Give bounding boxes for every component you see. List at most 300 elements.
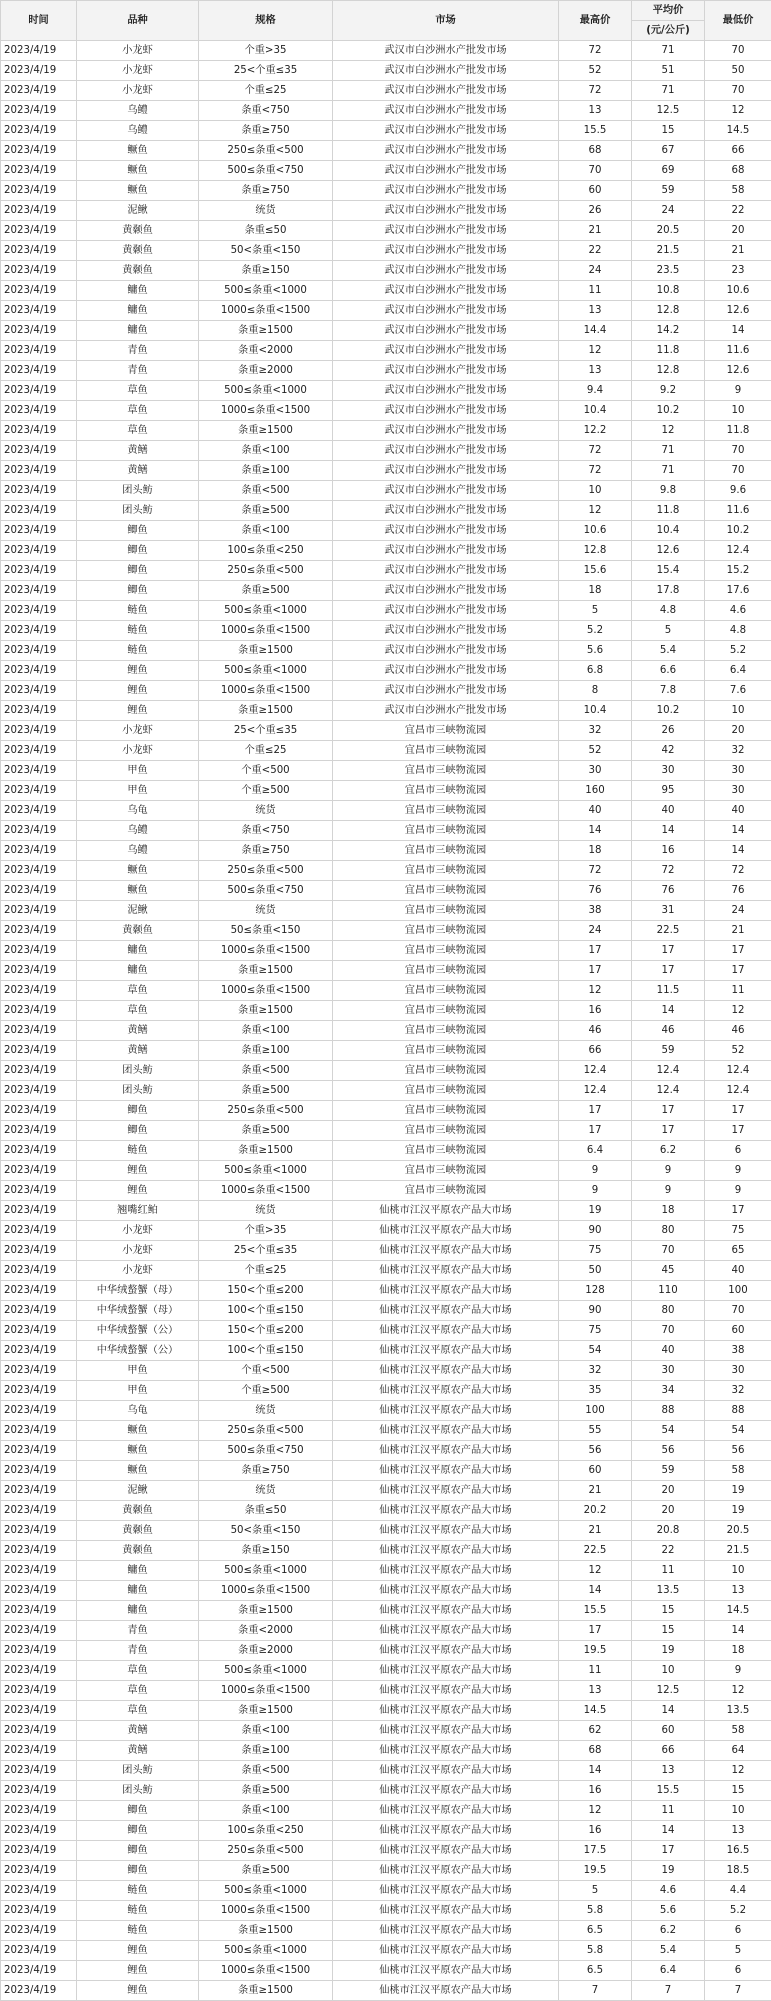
cell-min-price: 54 bbox=[705, 1421, 771, 1441]
cell-variety: 黄鳝 bbox=[77, 1721, 199, 1741]
cell-spec: 1000≤条重<1500 bbox=[199, 301, 333, 321]
cell-date: 2023/4/19 bbox=[1, 361, 77, 381]
cell-max-price: 50 bbox=[559, 1261, 632, 1281]
cell-min-price: 40 bbox=[705, 1261, 771, 1281]
cell-min-price: 52 bbox=[705, 1041, 771, 1061]
cell-spec: 条重≥500 bbox=[199, 1121, 333, 1141]
cell-date: 2023/4/19 bbox=[1, 1101, 77, 1121]
cell-avg-price: 11 bbox=[632, 1801, 705, 1821]
cell-max-price: 10 bbox=[559, 481, 632, 501]
cell-avg-price: 12.8 bbox=[632, 361, 705, 381]
cell-date: 2023/4/19 bbox=[1, 401, 77, 421]
cell-date: 2023/4/19 bbox=[1, 1641, 77, 1661]
table-row bbox=[1, 1981, 771, 2001]
cell-spec: 条重≥500 bbox=[199, 1081, 333, 1101]
cell-max-price: 5.6 bbox=[559, 641, 632, 661]
cell-min-price: 30 bbox=[705, 761, 771, 781]
cell-avg-price: 5.4 bbox=[632, 641, 705, 661]
table-row bbox=[1, 1921, 771, 1941]
cell-min-price: 46 bbox=[705, 1021, 771, 1041]
cell-avg-price: 22.5 bbox=[632, 921, 705, 941]
cell-avg-price: 45 bbox=[632, 1261, 705, 1281]
cell-max-price: 52 bbox=[559, 61, 632, 81]
table-row bbox=[1, 601, 771, 621]
cell-variety: 鲤鱼 bbox=[77, 1941, 199, 1961]
cell-max-price: 5 bbox=[559, 1881, 632, 1901]
cell-avg-price: 9 bbox=[632, 1161, 705, 1181]
cell-market: 仙桃市江汉平原农产品大市场 bbox=[333, 1461, 559, 1481]
cell-max-price: 55 bbox=[559, 1421, 632, 1441]
cell-max-price: 10.4 bbox=[559, 401, 632, 421]
cell-variety: 草鱼 bbox=[77, 421, 199, 441]
cell-spec: 条重<100 bbox=[199, 1021, 333, 1041]
cell-min-price: 11.6 bbox=[705, 501, 771, 521]
cell-max-price: 90 bbox=[559, 1301, 632, 1321]
cell-market: 武汉市白沙洲水产批发市场 bbox=[333, 241, 559, 261]
cell-min-price: 14.5 bbox=[705, 121, 771, 141]
cell-avg-price: 40 bbox=[632, 1341, 705, 1361]
cell-variety: 鳜鱼 bbox=[77, 161, 199, 181]
cell-date: 2023/4/19 bbox=[1, 121, 77, 141]
table-row bbox=[1, 41, 771, 61]
cell-market: 武汉市白沙洲水产批发市场 bbox=[333, 101, 559, 121]
cell-market: 宜昌市三峡物流园 bbox=[333, 1021, 559, 1041]
cell-spec: 条重<750 bbox=[199, 821, 333, 841]
cell-spec: 条重≥100 bbox=[199, 1741, 333, 1761]
cell-variety: 鳙鱼 bbox=[77, 281, 199, 301]
cell-market: 武汉市白沙洲水产批发市场 bbox=[333, 541, 559, 561]
cell-market: 仙桃市江汉平原农产品大市场 bbox=[333, 1921, 559, 1941]
cell-min-price: 7.6 bbox=[705, 681, 771, 701]
cell-spec: 条重<500 bbox=[199, 1761, 333, 1781]
cell-avg-price: 20 bbox=[632, 1501, 705, 1521]
cell-min-price: 72 bbox=[705, 861, 771, 881]
cell-variety: 鲫鱼 bbox=[77, 581, 199, 601]
cell-max-price: 10.6 bbox=[559, 521, 632, 541]
cell-avg-price: 72 bbox=[632, 861, 705, 881]
cell-avg-price: 30 bbox=[632, 1361, 705, 1381]
cell-spec: 250≤条重<500 bbox=[199, 1101, 333, 1121]
cell-market: 宜昌市三峡物流园 bbox=[333, 841, 559, 861]
cell-max-price: 9 bbox=[559, 1161, 632, 1181]
cell-max-price: 12 bbox=[559, 341, 632, 361]
cell-avg-price: 5 bbox=[632, 621, 705, 641]
cell-max-price: 14 bbox=[559, 1581, 632, 1601]
cell-date: 2023/4/19 bbox=[1, 321, 77, 341]
table-row bbox=[1, 1521, 771, 1541]
cell-spec: 500≤条重<750 bbox=[199, 1441, 333, 1461]
cell-avg-price: 14 bbox=[632, 1701, 705, 1721]
table-row bbox=[1, 701, 771, 721]
cell-avg-price: 9.2 bbox=[632, 381, 705, 401]
cell-date: 2023/4/19 bbox=[1, 261, 77, 281]
cell-spec: 1000≤条重<1500 bbox=[199, 1681, 333, 1701]
cell-date: 2023/4/19 bbox=[1, 961, 77, 981]
cell-variety: 团头鲂 bbox=[77, 1081, 199, 1101]
cell-date: 2023/4/19 bbox=[1, 1721, 77, 1741]
cell-max-price: 72 bbox=[559, 441, 632, 461]
cell-variety: 鲤鱼 bbox=[77, 701, 199, 721]
cell-max-price: 11 bbox=[559, 1661, 632, 1681]
table-row bbox=[1, 981, 771, 1001]
cell-market: 武汉市白沙洲水产批发市场 bbox=[333, 341, 559, 361]
cell-date: 2023/4/19 bbox=[1, 1621, 77, 1641]
cell-spec: 条重≥100 bbox=[199, 1041, 333, 1061]
cell-min-price: 4.8 bbox=[705, 621, 771, 641]
cell-date: 2023/4/19 bbox=[1, 1381, 77, 1401]
cell-spec: 1000≤条重<1500 bbox=[199, 1181, 333, 1201]
cell-spec: 条重<100 bbox=[199, 1801, 333, 1821]
cell-variety: 黄颡鱼 bbox=[77, 1521, 199, 1541]
cell-spec: 条重≥500 bbox=[199, 581, 333, 601]
cell-spec: 25<个重≤35 bbox=[199, 721, 333, 741]
cell-date: 2023/4/19 bbox=[1, 1821, 77, 1841]
cell-spec: 条重≥500 bbox=[199, 501, 333, 521]
cell-date: 2023/4/19 bbox=[1, 1261, 77, 1281]
cell-max-price: 22.5 bbox=[559, 1541, 632, 1561]
cell-variety: 鲫鱼 bbox=[77, 521, 199, 541]
cell-variety: 鳜鱼 bbox=[77, 861, 199, 881]
cell-variety: 鲢鱼 bbox=[77, 1901, 199, 1921]
cell-min-price: 13 bbox=[705, 1821, 771, 1841]
header-spec: 规格 bbox=[199, 1, 333, 41]
cell-spec: 500≤条重<750 bbox=[199, 881, 333, 901]
table-row bbox=[1, 381, 771, 401]
cell-market: 宜昌市三峡物流园 bbox=[333, 741, 559, 761]
cell-market: 武汉市白沙洲水产批发市场 bbox=[333, 481, 559, 501]
cell-max-price: 62 bbox=[559, 1721, 632, 1741]
cell-max-price: 46 bbox=[559, 1021, 632, 1041]
cell-min-price: 12.4 bbox=[705, 541, 771, 561]
cell-max-price: 12 bbox=[559, 1561, 632, 1581]
table-row bbox=[1, 1681, 771, 1701]
cell-min-price: 14 bbox=[705, 321, 771, 341]
cell-variety: 鲤鱼 bbox=[77, 1181, 199, 1201]
table-row bbox=[1, 781, 771, 801]
cell-date: 2023/4/19 bbox=[1, 741, 77, 761]
cell-market: 宜昌市三峡物流园 bbox=[333, 921, 559, 941]
cell-max-price: 21 bbox=[559, 1521, 632, 1541]
cell-min-price: 5.2 bbox=[705, 1901, 771, 1921]
cell-market: 武汉市白沙洲水产批发市场 bbox=[333, 601, 559, 621]
cell-market: 宜昌市三峡物流园 bbox=[333, 1001, 559, 1021]
cell-spec: 500≤条重<1000 bbox=[199, 1941, 333, 1961]
cell-avg-price: 16 bbox=[632, 841, 705, 861]
cell-spec: 1000≤条重<1500 bbox=[199, 1961, 333, 1981]
cell-variety: 鳜鱼 bbox=[77, 1421, 199, 1441]
cell-spec: 250≤条重<500 bbox=[199, 1421, 333, 1441]
cell-date: 2023/4/19 bbox=[1, 1341, 77, 1361]
cell-market: 武汉市白沙洲水产批发市场 bbox=[333, 281, 559, 301]
cell-date: 2023/4/19 bbox=[1, 1081, 77, 1101]
cell-market: 武汉市白沙洲水产批发市场 bbox=[333, 421, 559, 441]
cell-avg-price: 23.5 bbox=[632, 261, 705, 281]
header-unit: (元/公斤) bbox=[632, 21, 705, 41]
cell-variety: 鳜鱼 bbox=[77, 141, 199, 161]
cell-spec: 250≤条重<500 bbox=[199, 1841, 333, 1861]
cell-avg-price: 71 bbox=[632, 41, 705, 61]
table-row bbox=[1, 921, 771, 941]
cell-min-price: 40 bbox=[705, 801, 771, 821]
table-row bbox=[1, 461, 771, 481]
cell-date: 2023/4/19 bbox=[1, 1181, 77, 1201]
table-row bbox=[1, 521, 771, 541]
cell-date: 2023/4/19 bbox=[1, 1981, 77, 2001]
cell-market: 武汉市白沙洲水产批发市场 bbox=[333, 121, 559, 141]
cell-date: 2023/4/19 bbox=[1, 1441, 77, 1461]
cell-market: 仙桃市江汉平原农产品大市场 bbox=[333, 1481, 559, 1501]
cell-variety: 鳜鱼 bbox=[77, 881, 199, 901]
cell-market: 仙桃市江汉平原农产品大市场 bbox=[333, 1381, 559, 1401]
cell-market: 仙桃市江汉平原农产品大市场 bbox=[333, 1261, 559, 1281]
cell-variety: 鲤鱼 bbox=[77, 1981, 199, 2001]
cell-date: 2023/4/19 bbox=[1, 461, 77, 481]
cell-min-price: 6 bbox=[705, 1921, 771, 1941]
cell-min-price: 9 bbox=[705, 1161, 771, 1181]
header-avg-price: 平均价 bbox=[632, 1, 705, 21]
cell-spec: 个重<500 bbox=[199, 761, 333, 781]
cell-spec: 个重<500 bbox=[199, 1361, 333, 1381]
table-row bbox=[1, 901, 771, 921]
cell-market: 宜昌市三峡物流园 bbox=[333, 1161, 559, 1181]
cell-max-price: 75 bbox=[559, 1321, 632, 1341]
cell-market: 武汉市白沙洲水产批发市场 bbox=[333, 621, 559, 641]
cell-spec: 条重<2000 bbox=[199, 341, 333, 361]
table-row bbox=[1, 1761, 771, 1781]
cell-date: 2023/4/19 bbox=[1, 561, 77, 581]
table-row bbox=[1, 621, 771, 641]
cell-spec: 条重≥1500 bbox=[199, 961, 333, 981]
cell-variety: 青鱼 bbox=[77, 1641, 199, 1661]
cell-avg-price: 15 bbox=[632, 1621, 705, 1641]
cell-market: 武汉市白沙洲水产批发市场 bbox=[333, 261, 559, 281]
table-row bbox=[1, 1621, 771, 1641]
table-row bbox=[1, 861, 771, 881]
cell-avg-price: 6.6 bbox=[632, 661, 705, 681]
cell-max-price: 52 bbox=[559, 741, 632, 761]
cell-avg-price: 59 bbox=[632, 1461, 705, 1481]
cell-min-price: 20 bbox=[705, 721, 771, 741]
cell-max-price: 5.8 bbox=[559, 1941, 632, 1961]
cell-avg-price: 71 bbox=[632, 81, 705, 101]
cell-min-price: 22 bbox=[705, 201, 771, 221]
cell-max-price: 12.4 bbox=[559, 1081, 632, 1101]
cell-variety: 泥鳅 bbox=[77, 1481, 199, 1501]
cell-variety: 鲤鱼 bbox=[77, 1961, 199, 1981]
table-row bbox=[1, 961, 771, 981]
cell-min-price: 58 bbox=[705, 1461, 771, 1481]
cell-max-price: 18 bbox=[559, 581, 632, 601]
cell-variety: 鳜鱼 bbox=[77, 181, 199, 201]
cell-spec: 100≤条重<250 bbox=[199, 541, 333, 561]
cell-date: 2023/4/19 bbox=[1, 1221, 77, 1241]
cell-market: 武汉市白沙洲水产批发市场 bbox=[333, 501, 559, 521]
cell-min-price: 10.6 bbox=[705, 281, 771, 301]
cell-date: 2023/4/19 bbox=[1, 1601, 77, 1621]
cell-min-price: 18.5 bbox=[705, 1861, 771, 1881]
cell-spec: 500≤条重<1000 bbox=[199, 661, 333, 681]
cell-date: 2023/4/19 bbox=[1, 1241, 77, 1261]
table-row bbox=[1, 1041, 771, 1061]
cell-min-price: 17 bbox=[705, 1101, 771, 1121]
table-row bbox=[1, 661, 771, 681]
cell-min-price: 70 bbox=[705, 1301, 771, 1321]
cell-avg-price: 21.5 bbox=[632, 241, 705, 261]
cell-variety: 乌龟 bbox=[77, 801, 199, 821]
cell-date: 2023/4/19 bbox=[1, 1321, 77, 1341]
cell-market: 仙桃市江汉平原农产品大市场 bbox=[333, 1761, 559, 1781]
cell-variety: 小龙虾 bbox=[77, 1221, 199, 1241]
cell-variety: 黄鳝 bbox=[77, 461, 199, 481]
cell-min-price: 11 bbox=[705, 981, 771, 1001]
cell-market: 宜昌市三峡物流园 bbox=[333, 1081, 559, 1101]
cell-date: 2023/4/19 bbox=[1, 341, 77, 361]
cell-max-price: 24 bbox=[559, 261, 632, 281]
cell-max-price: 13 bbox=[559, 1681, 632, 1701]
table-row bbox=[1, 1101, 771, 1121]
cell-max-price: 72 bbox=[559, 861, 632, 881]
cell-variety: 泥鳅 bbox=[77, 201, 199, 221]
cell-max-price: 5 bbox=[559, 601, 632, 621]
table-row bbox=[1, 1161, 771, 1181]
cell-min-price: 6.4 bbox=[705, 661, 771, 681]
cell-spec: 500≤条重<1000 bbox=[199, 1161, 333, 1181]
cell-max-price: 17 bbox=[559, 961, 632, 981]
cell-max-price: 13 bbox=[559, 101, 632, 121]
cell-date: 2023/4/19 bbox=[1, 1761, 77, 1781]
cell-spec: 条重≥100 bbox=[199, 461, 333, 481]
cell-min-price: 9 bbox=[705, 381, 771, 401]
cell-date: 2023/4/19 bbox=[1, 941, 77, 961]
cell-max-price: 21 bbox=[559, 221, 632, 241]
table-row bbox=[1, 1001, 771, 1021]
cell-market: 仙桃市江汉平原农产品大市场 bbox=[333, 1561, 559, 1581]
cell-date: 2023/4/19 bbox=[1, 61, 77, 81]
cell-market: 仙桃市江汉平原农产品大市场 bbox=[333, 1821, 559, 1841]
cell-market: 仙桃市江汉平原农产品大市场 bbox=[333, 1901, 559, 1921]
cell-market: 宜昌市三峡物流园 bbox=[333, 901, 559, 921]
cell-avg-price: 11.8 bbox=[632, 501, 705, 521]
table-row bbox=[1, 841, 771, 861]
cell-avg-price: 12.6 bbox=[632, 541, 705, 561]
cell-variety: 乌鳢 bbox=[77, 821, 199, 841]
cell-max-price: 56 bbox=[559, 1441, 632, 1461]
cell-max-price: 13 bbox=[559, 301, 632, 321]
cell-market: 仙桃市江汉平原农产品大市场 bbox=[333, 1241, 559, 1261]
cell-date: 2023/4/19 bbox=[1, 1701, 77, 1721]
cell-max-price: 35 bbox=[559, 1381, 632, 1401]
cell-date: 2023/4/19 bbox=[1, 1901, 77, 1921]
cell-variety: 草鱼 bbox=[77, 381, 199, 401]
cell-variety: 鲫鱼 bbox=[77, 1841, 199, 1861]
cell-avg-price: 7 bbox=[632, 1981, 705, 2001]
cell-min-price: 32 bbox=[705, 741, 771, 761]
cell-variety: 小龙虾 bbox=[77, 81, 199, 101]
cell-market: 仙桃市江汉平原农产品大市场 bbox=[333, 1341, 559, 1361]
cell-variety: 鲤鱼 bbox=[77, 681, 199, 701]
cell-variety: 鲫鱼 bbox=[77, 541, 199, 561]
cell-min-price: 13.5 bbox=[705, 1701, 771, 1721]
cell-spec: 1000≤条重<1500 bbox=[199, 1581, 333, 1601]
cell-max-price: 12.2 bbox=[559, 421, 632, 441]
cell-spec: 条重≤50 bbox=[199, 221, 333, 241]
cell-max-price: 90 bbox=[559, 1221, 632, 1241]
cell-variety: 草鱼 bbox=[77, 1701, 199, 1721]
cell-avg-price: 19 bbox=[632, 1641, 705, 1661]
cell-min-price: 10.2 bbox=[705, 521, 771, 541]
cell-avg-price: 18 bbox=[632, 1201, 705, 1221]
table-row bbox=[1, 261, 771, 281]
cell-variety: 团头鲂 bbox=[77, 1761, 199, 1781]
table-row bbox=[1, 241, 771, 261]
cell-date: 2023/4/19 bbox=[1, 1461, 77, 1481]
table-row bbox=[1, 1721, 771, 1741]
cell-min-price: 38 bbox=[705, 1341, 771, 1361]
cell-market: 仙桃市江汉平原农产品大市场 bbox=[333, 1221, 559, 1241]
table-row bbox=[1, 1081, 771, 1101]
cell-spec: 条重≥2000 bbox=[199, 361, 333, 381]
cell-min-price: 12 bbox=[705, 1681, 771, 1701]
cell-spec: 条重≥1500 bbox=[199, 421, 333, 441]
cell-date: 2023/4/19 bbox=[1, 1681, 77, 1701]
cell-spec: 250≤条重<500 bbox=[199, 861, 333, 881]
cell-max-price: 17 bbox=[559, 941, 632, 961]
cell-market: 仙桃市江汉平原农产品大市场 bbox=[333, 1881, 559, 1901]
cell-min-price: 65 bbox=[705, 1241, 771, 1261]
cell-variety: 鲢鱼 bbox=[77, 1921, 199, 1941]
cell-max-price: 40 bbox=[559, 801, 632, 821]
cell-min-price: 70 bbox=[705, 41, 771, 61]
cell-date: 2023/4/19 bbox=[1, 721, 77, 741]
cell-max-price: 6.5 bbox=[559, 1921, 632, 1941]
cell-min-price: 17 bbox=[705, 941, 771, 961]
table-row bbox=[1, 761, 771, 781]
cell-avg-price: 20.5 bbox=[632, 221, 705, 241]
cell-avg-price: 6.2 bbox=[632, 1141, 705, 1161]
cell-max-price: 6.4 bbox=[559, 1141, 632, 1161]
table-row bbox=[1, 501, 771, 521]
cell-date: 2023/4/19 bbox=[1, 501, 77, 521]
cell-spec: 1000≤条重<1500 bbox=[199, 401, 333, 421]
cell-min-price: 5.2 bbox=[705, 641, 771, 661]
cell-min-price: 11.6 bbox=[705, 341, 771, 361]
cell-variety: 甲鱼 bbox=[77, 781, 199, 801]
cell-spec: 1000≤条重<1500 bbox=[199, 681, 333, 701]
cell-spec: 1000≤条重<1500 bbox=[199, 621, 333, 641]
cell-spec: 统货 bbox=[199, 1201, 333, 1221]
cell-date: 2023/4/19 bbox=[1, 421, 77, 441]
cell-max-price: 16 bbox=[559, 1781, 632, 1801]
cell-date: 2023/4/19 bbox=[1, 381, 77, 401]
table-row bbox=[1, 1481, 771, 1501]
cell-max-price: 17 bbox=[559, 1121, 632, 1141]
table-row bbox=[1, 441, 771, 461]
cell-avg-price: 56 bbox=[632, 1441, 705, 1461]
cell-market: 仙桃市江汉平原农产品大市场 bbox=[333, 1641, 559, 1661]
cell-variety: 黄鳝 bbox=[77, 1741, 199, 1761]
cell-spec: 条重≥500 bbox=[199, 1861, 333, 1881]
cell-date: 2023/4/19 bbox=[1, 881, 77, 901]
cell-min-price: 70 bbox=[705, 441, 771, 461]
cell-max-price: 8 bbox=[559, 681, 632, 701]
table-row bbox=[1, 1541, 771, 1561]
cell-avg-price: 5.4 bbox=[632, 1941, 705, 1961]
cell-market: 武汉市白沙洲水产批发市场 bbox=[333, 401, 559, 421]
cell-variety: 鲤鱼 bbox=[77, 1161, 199, 1181]
cell-min-price: 12.6 bbox=[705, 361, 771, 381]
cell-max-price: 68 bbox=[559, 1741, 632, 1761]
cell-avg-price: 15 bbox=[632, 1601, 705, 1621]
